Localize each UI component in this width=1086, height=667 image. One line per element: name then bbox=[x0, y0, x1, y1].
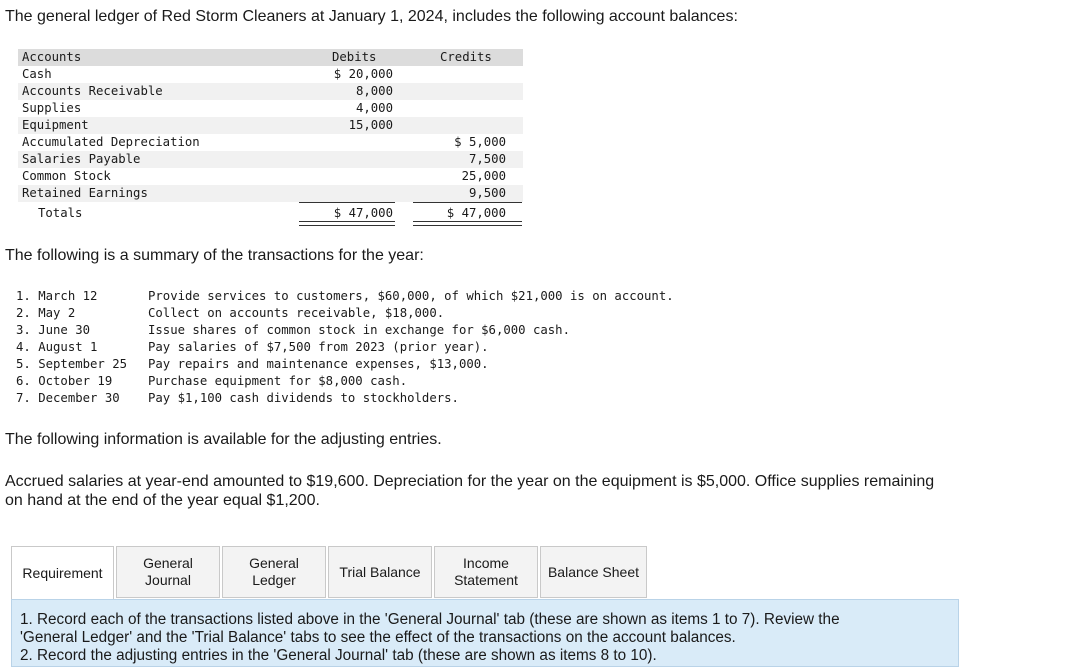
table-row bbox=[18, 100, 523, 117]
transaction-date: 7. December 30 bbox=[16, 391, 120, 405]
header-accounts: Accounts bbox=[22, 50, 82, 64]
adjusting-info-line-2: on hand at the end of the year equal $1,200. bbox=[5, 492, 320, 509]
transaction-desc: Issue shares of common stock in exchange for $6,000 cash. bbox=[148, 323, 570, 337]
totals-debit: $ 47,000 bbox=[333, 206, 393, 220]
requirement-line: 1. Record each of the transactions listed above in the 'General Journal' tab (these are shown as items 1 to 7). Review the bbox=[20, 611, 840, 628]
account-name: Salaries Payable bbox=[22, 152, 141, 166]
table-row bbox=[18, 168, 523, 185]
tab-label-line2: Statement bbox=[454, 572, 518, 588]
transaction-desc: Pay $1,100 cash dividends to stockholders. bbox=[148, 391, 459, 405]
transaction-date: 5. September 25 bbox=[16, 357, 128, 371]
tab-requirement[interactable] bbox=[11, 546, 114, 600]
account-name: Accumulated Depreciation bbox=[22, 135, 200, 149]
totals-row bbox=[18, 202, 523, 224]
header-debits: Debits bbox=[332, 50, 377, 64]
transaction-desc: Pay salaries of $7,500 from 2023 (prior year). bbox=[148, 340, 489, 354]
tab-label: Requirement bbox=[22, 564, 103, 581]
tab-label: Trial Balance bbox=[339, 563, 421, 580]
transaction-desc: Collect on accounts receivable, $18,000. bbox=[148, 306, 445, 320]
transaction-desc: Provide services to customers, $60,000, of which $21,000 is on account. bbox=[148, 289, 674, 303]
transaction-desc: Purchase equipment for $8,000 cash. bbox=[148, 374, 408, 388]
table-row bbox=[18, 134, 523, 151]
transactions-intro: The following is a summary of the transactions for the year: bbox=[5, 247, 424, 264]
totals-credit: $ 47,000 bbox=[446, 206, 506, 220]
credit-value: 7,500 bbox=[468, 152, 506, 166]
intro-text: The general ledger of Red Storm Cleaners at January 1, 2024, includes the following account balances: bbox=[5, 8, 738, 25]
tab-label-line1: General bbox=[143, 555, 193, 571]
table-row bbox=[18, 83, 523, 100]
tab-general-ledger[interactable] bbox=[222, 546, 326, 598]
table-header-row bbox=[18, 49, 523, 66]
debit-value: $ 20,000 bbox=[333, 67, 393, 81]
totals-double-rule-credit bbox=[413, 221, 522, 226]
account-balances-table bbox=[18, 49, 523, 224]
tab-label-line2: Ledger bbox=[252, 572, 296, 588]
requirement-line: 2. Record the adjusting entries in the 'General Journal' tab (these are shown as items 8 to 10). bbox=[20, 647, 657, 664]
credit-value: 25,000 bbox=[461, 169, 506, 183]
account-name: Retained Earnings bbox=[22, 186, 148, 200]
transaction-desc: Pay repairs and maintenance expenses, $13,000. bbox=[148, 357, 489, 371]
tab-income-statement[interactable] bbox=[434, 546, 538, 598]
tab-balance-sheet[interactable] bbox=[540, 546, 647, 598]
account-name: Accounts Receivable bbox=[22, 84, 163, 98]
totals-top-rule-debit bbox=[299, 202, 395, 203]
requirement-line: 'General Ledger' and the 'Trial Balance' tabs to see the effect of the transactions on the account balances. bbox=[20, 629, 736, 646]
tab-label-line1: General bbox=[249, 555, 299, 571]
table-row bbox=[18, 185, 523, 202]
tab-label: Balance Sheet bbox=[547, 563, 640, 580]
adjusting-intro: The following information is available for the adjusting entries. bbox=[5, 431, 442, 448]
table-row bbox=[18, 117, 523, 134]
requirement-panel bbox=[11, 599, 959, 667]
header-credits: Credits bbox=[440, 50, 492, 64]
account-name: Equipment bbox=[22, 118, 89, 132]
debit-value: 8,000 bbox=[355, 84, 393, 98]
tab-trial-balance[interactable] bbox=[328, 546, 432, 598]
tab-label-line1: Income bbox=[463, 555, 509, 571]
totals-top-rule-credit bbox=[413, 202, 522, 203]
debit-value: 15,000 bbox=[348, 118, 393, 132]
account-name: Cash bbox=[22, 67, 52, 81]
transaction-date: 2. May 2 bbox=[16, 306, 76, 320]
credit-value: $ 5,000 bbox=[454, 135, 506, 149]
adjusting-info-line-1: Accrued salaries at year-end amounted to $19,600. Depreciation for the year on the equipment is $5,000. Office supplies remaining bbox=[5, 473, 935, 490]
totals-label: Totals bbox=[38, 206, 83, 220]
table-row bbox=[18, 66, 523, 83]
account-name: Supplies bbox=[22, 101, 82, 115]
tab-label-line2: Journal bbox=[145, 572, 191, 588]
transaction-date: 1. March 12 bbox=[16, 289, 98, 303]
transaction-date: 4. August 1 bbox=[16, 340, 98, 354]
table-row bbox=[18, 151, 523, 168]
transaction-date: 3. June 30 bbox=[16, 323, 91, 337]
tab-general-journal[interactable] bbox=[116, 546, 220, 598]
account-name: Common Stock bbox=[22, 169, 111, 183]
credit-value: 9,500 bbox=[468, 186, 506, 200]
transaction-date: 6. October 19 bbox=[16, 374, 113, 388]
debit-value: 4,000 bbox=[355, 101, 393, 115]
totals-double-rule-debit bbox=[299, 221, 395, 226]
